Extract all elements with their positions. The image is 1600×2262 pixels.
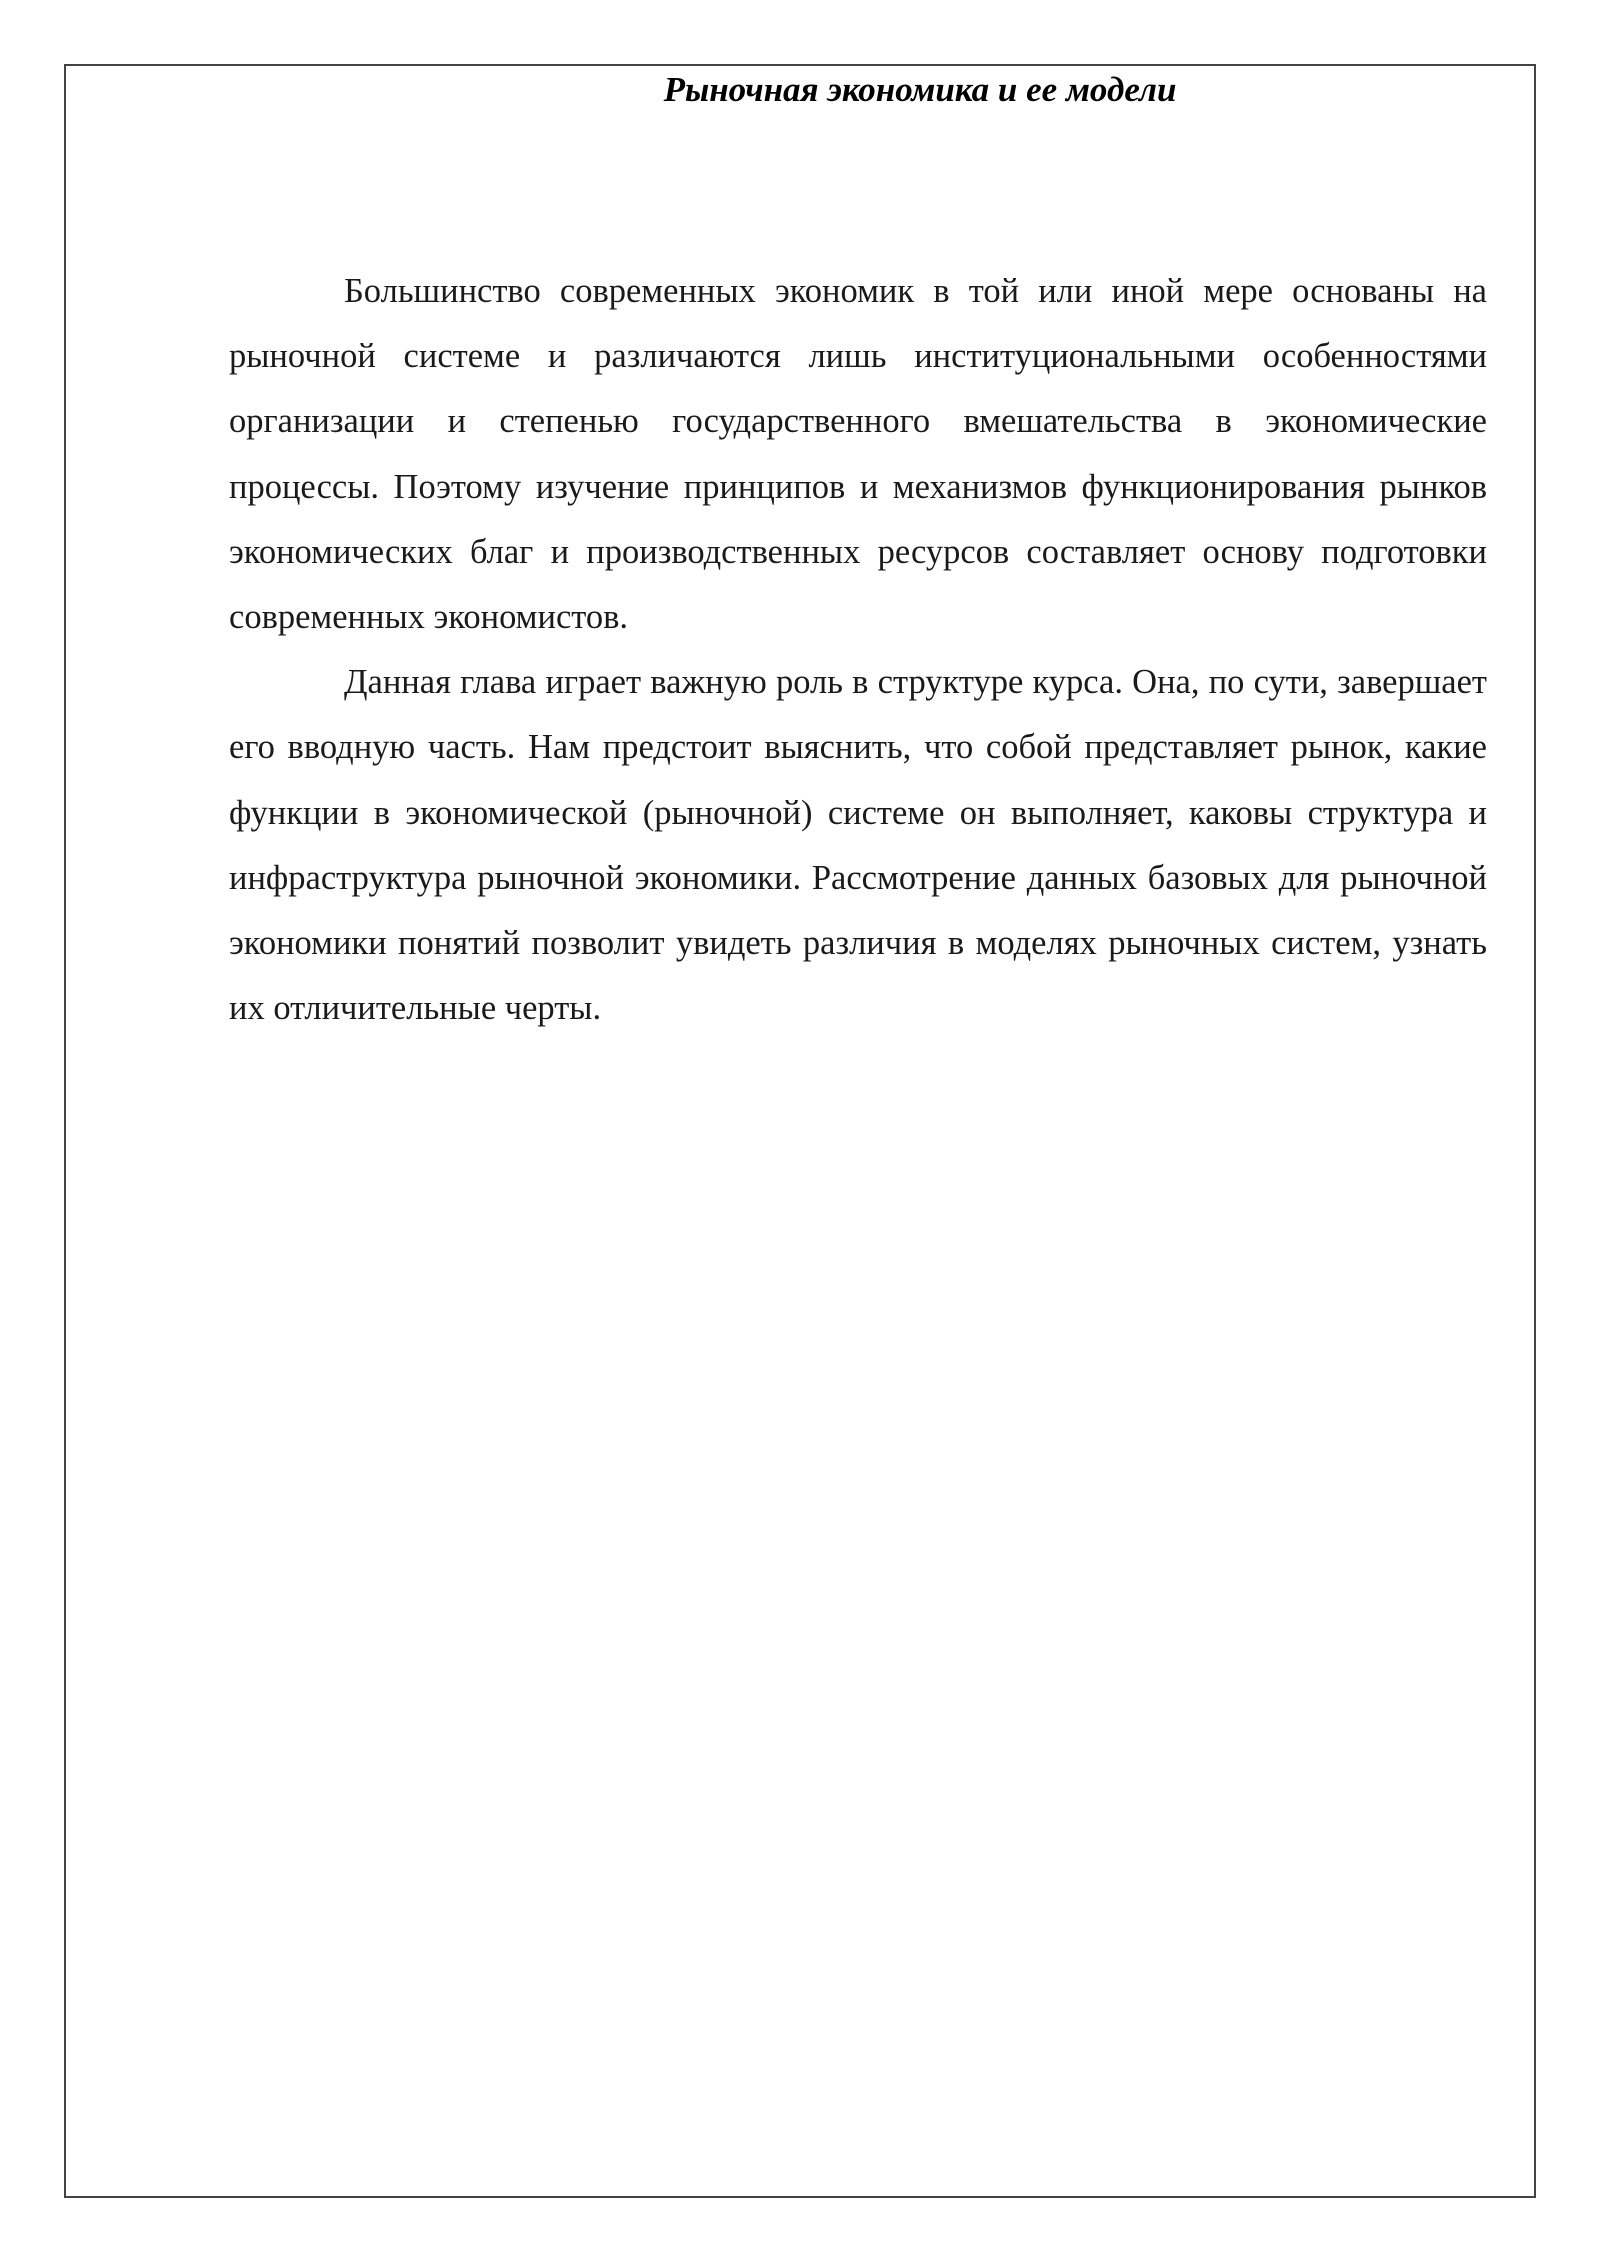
document-body (229, 259, 1487, 1041)
paragraph-1: Большинство современных экономик в той или иной мере основаны на рыночной системе и различаются лишь институциональными особенностями организации и степенью государственного вмешательства в экономические процессы. Поэтому изучение принципов и механизмов функционирования рынков экономических благ и производственных ресурсов составляет основу подготовки современных экономистов. (229, 272, 1487, 637)
paragraph-2: Данная глава играет важную роль в структуре курса. Она, по сути, завершает его вводную часть. Нам предстоит выяснить, что собой представляет рынок, какие функции в экономической (рыночной) системе он выполняет, каковы структура и инфраструктура рыночной экономики. Рассмотрение данных базовых для рыночной экономики понятий позволит увидеть различия в моделях рыночных систем, узнать их отличительные черты. (229, 663, 1487, 1028)
document-title: Рыночная экономика и ее модели (663, 70, 1177, 109)
